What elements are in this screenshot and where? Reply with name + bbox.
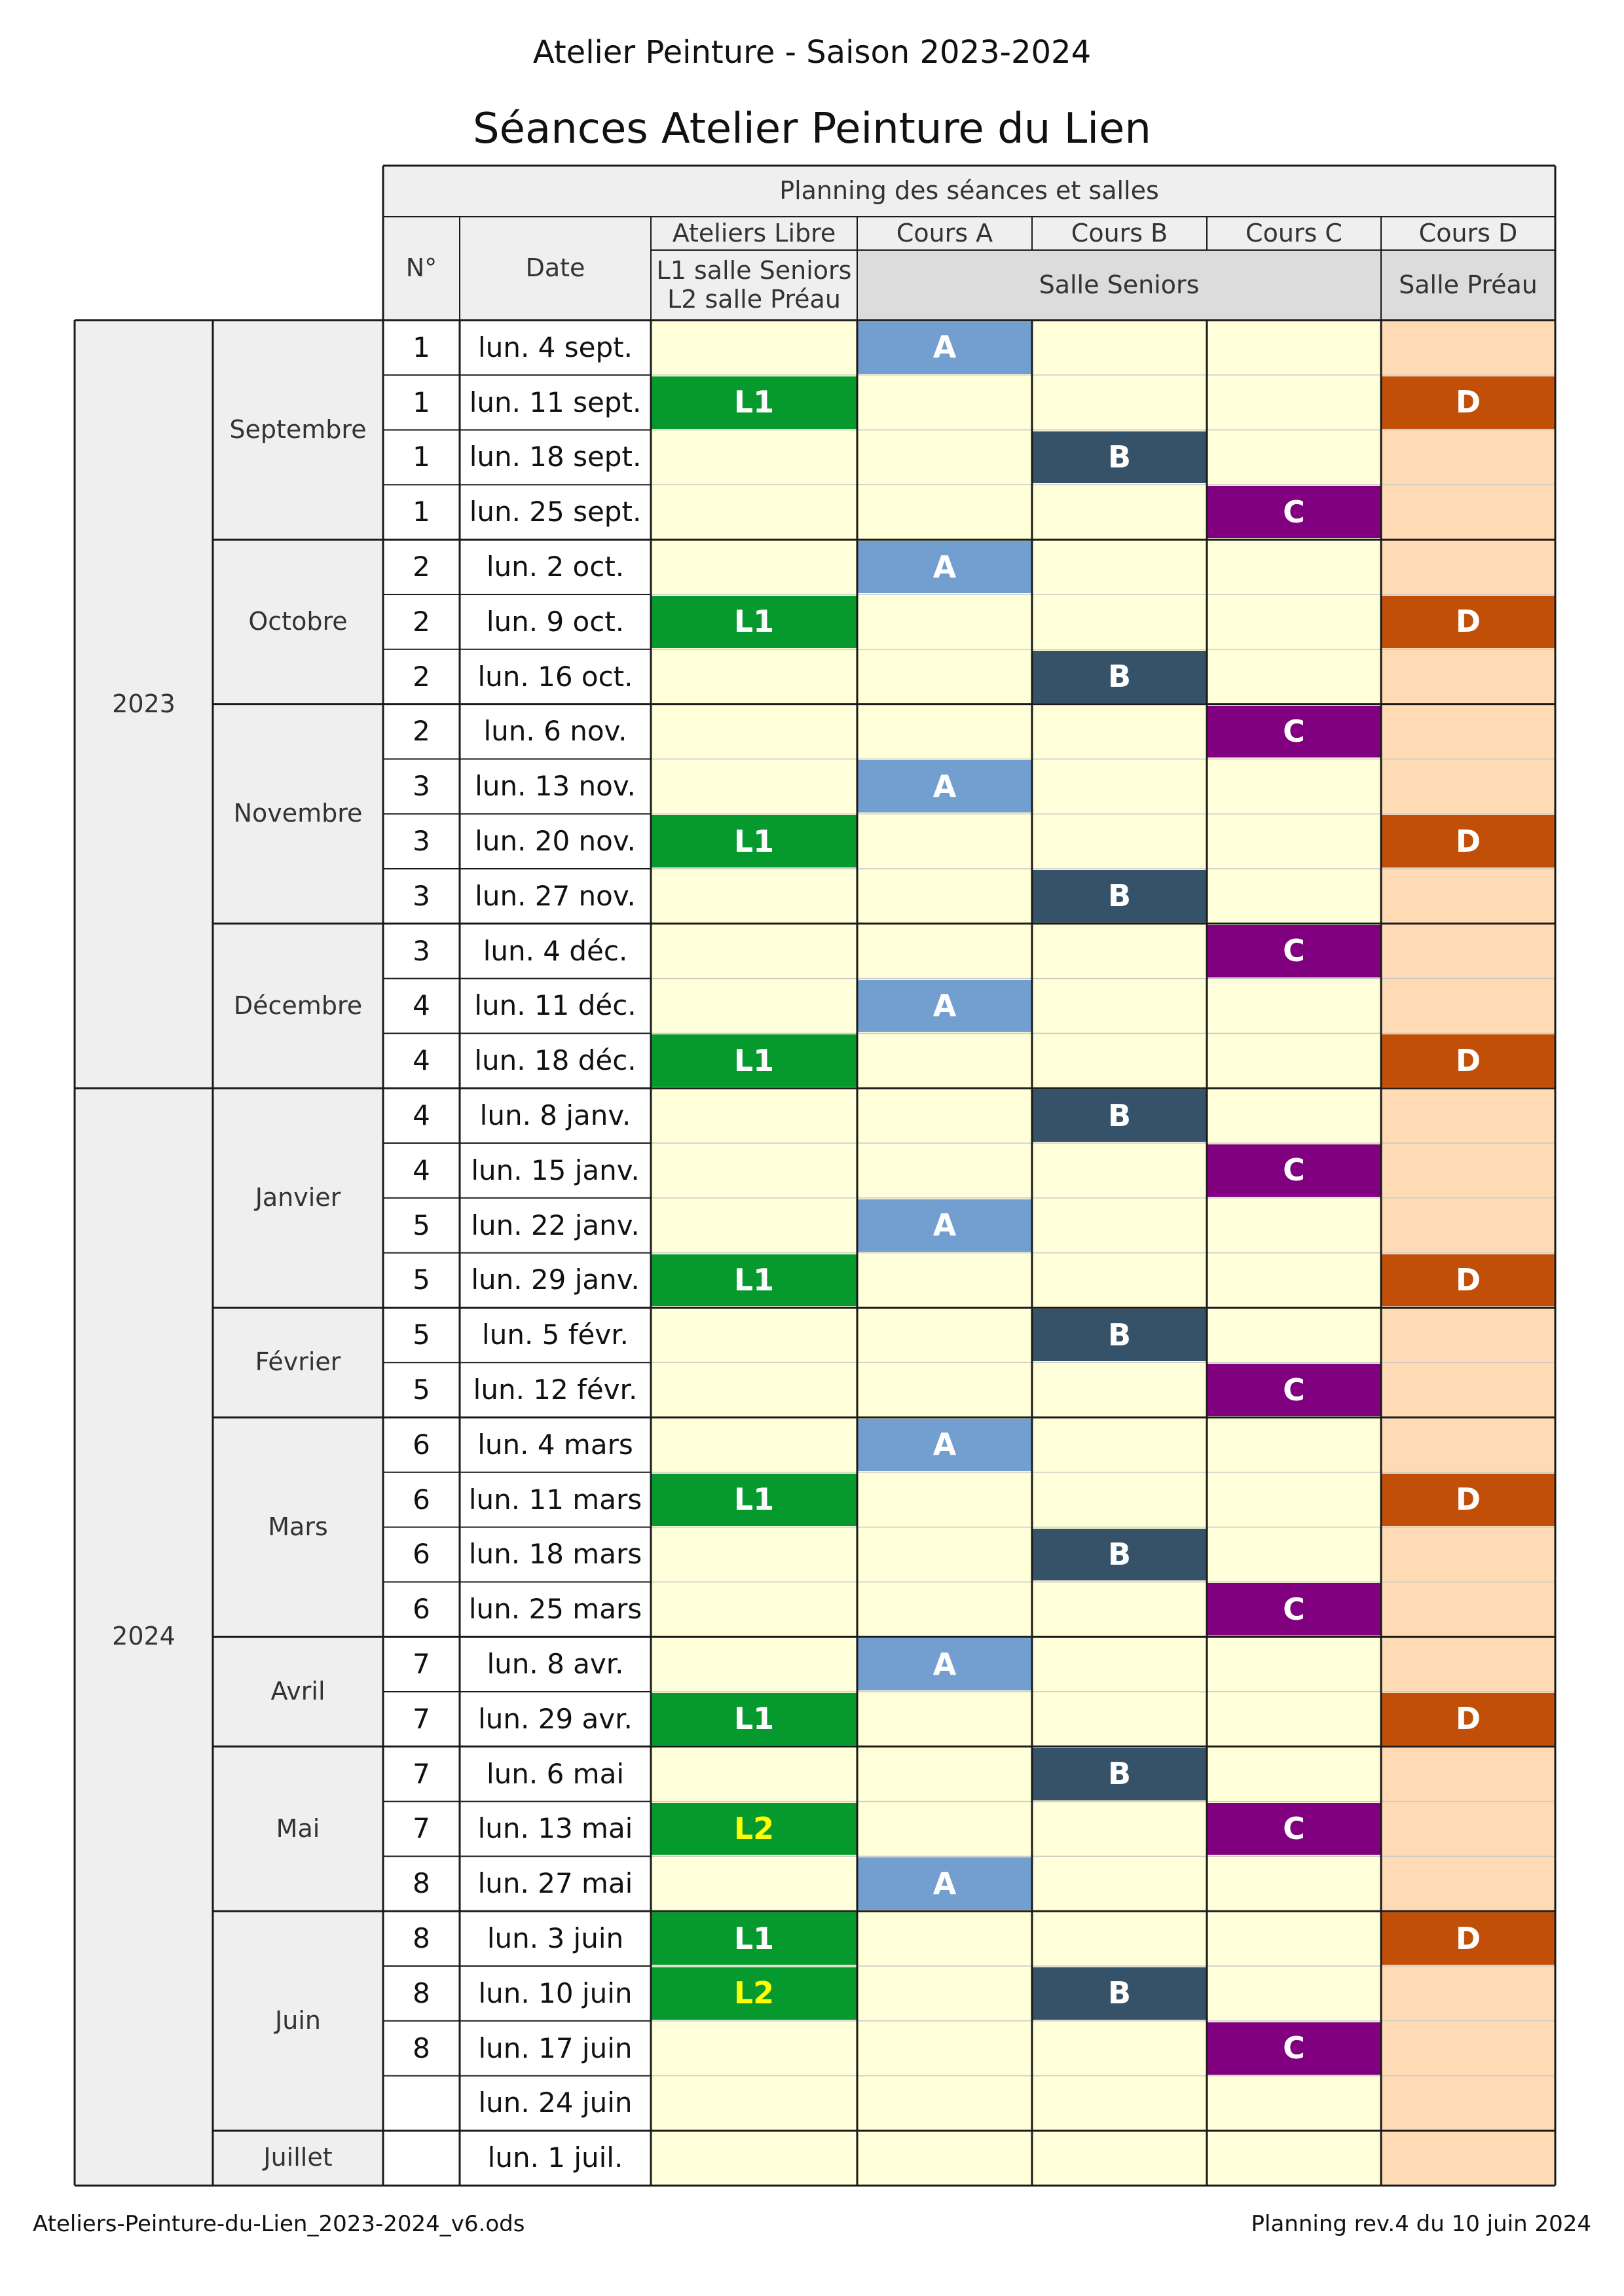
session-number: 3 — [383, 924, 460, 979]
session-date: lun. 18 mars — [460, 1527, 651, 1582]
session-number: 5 — [383, 1198, 460, 1253]
session-date: lun. 2 oct. — [460, 539, 651, 594]
col-a-header: Cours A — [857, 217, 1032, 250]
session-mark-c: C — [1207, 2022, 1381, 2075]
session-date: lun. 16 oct. — [460, 649, 651, 704]
session-number: 2 — [383, 649, 460, 704]
session-mark-b: B — [1032, 1529, 1207, 1581]
session-mark-c: C — [1207, 706, 1381, 758]
session-mark-d: D — [1381, 1254, 1555, 1307]
session-date: lun. 29 avr. — [460, 1692, 651, 1747]
session-number: 2 — [383, 704, 460, 759]
session-date: lun. 8 avr. — [460, 1637, 651, 1692]
libre-room-note-l2: L2 salle Préau — [667, 284, 841, 314]
session-date: lun. 11 mars — [460, 1472, 651, 1527]
footer-revision: Planning rev.4 du 10 juin 2024 — [1251, 2211, 1591, 2237]
planning-header: Planning des séances et salles — [383, 166, 1555, 217]
session-number: 7 — [383, 1802, 460, 1857]
month-cell: Janvier — [213, 1088, 383, 1307]
session-date: lun. 25 sept. — [460, 484, 651, 539]
session-mark-libre: L1 — [651, 1693, 857, 1745]
session-date: lun. 10 juin — [460, 1966, 651, 2021]
session-mark-b: B — [1032, 870, 1207, 922]
session-number: 7 — [383, 1692, 460, 1747]
session-date: lun. 20 nov. — [460, 814, 651, 869]
session-mark-a: A — [857, 980, 1032, 1032]
session-date: lun. 6 nov. — [460, 704, 651, 759]
session-mark-libre: L1 — [651, 376, 857, 429]
session-mark-b: B — [1032, 1748, 1207, 1800]
session-mark-libre: L2 — [651, 1803, 857, 1855]
session-date: lun. 4 déc. — [460, 924, 651, 979]
session-mark-d: D — [1381, 1693, 1555, 1745]
session-mark-libre: L1 — [651, 815, 857, 867]
session-mark-c: C — [1207, 1803, 1381, 1855]
session-date: lun. 27 mai — [460, 1856, 651, 1911]
col-num-header: N° — [383, 217, 460, 320]
month-cell: Mai — [213, 1747, 383, 1911]
session-date: lun. 17 juin — [460, 2021, 651, 2076]
session-mark-a: A — [857, 1857, 1032, 1910]
session-date: lun. 6 mai — [460, 1747, 651, 1802]
session-mark-c: C — [1207, 1144, 1381, 1197]
month-cell: Novembre — [213, 704, 383, 924]
session-mark-a: A — [857, 1199, 1032, 1252]
month-cell: Juillet — [213, 2130, 383, 2185]
session-date: lun. 4 mars — [460, 1417, 651, 1472]
col-c-header: Cours C — [1207, 217, 1381, 250]
session-date: lun. 18 déc. — [460, 1033, 651, 1088]
session-mark-b: B — [1032, 431, 1207, 484]
session-number: 1 — [383, 320, 460, 375]
session-mark-a: A — [857, 1419, 1032, 1471]
session-number: 8 — [383, 1966, 460, 2021]
session-mark-a: A — [857, 321, 1032, 374]
session-mark-d: D — [1381, 1034, 1555, 1087]
session-date: lun. 11 déc. — [460, 979, 651, 1034]
session-number: 3 — [383, 759, 460, 814]
session-mark-d: D — [1381, 1474, 1555, 1526]
session-date: lun. 15 janv. — [460, 1143, 651, 1198]
session-date: lun. 1 juil. — [460, 2130, 651, 2185]
session-mark-c: C — [1207, 925, 1381, 977]
session-number: 1 — [383, 375, 460, 430]
session-number: 3 — [383, 814, 460, 869]
session-mark-b: B — [1032, 1309, 1207, 1361]
session-mark-c: C — [1207, 1583, 1381, 1635]
session-date: lun. 27 nov. — [460, 869, 651, 924]
session-number: 1 — [383, 484, 460, 539]
session-date: lun. 13 nov. — [460, 759, 651, 814]
session-number: 1 — [383, 430, 460, 485]
session-mark-libre: L1 — [651, 1474, 857, 1526]
session-number: 6 — [383, 1472, 460, 1527]
month-cell: Octobre — [213, 539, 383, 704]
session-date: lun. 25 mars — [460, 1582, 651, 1637]
session-date: lun. 3 juin — [460, 1911, 651, 1966]
session-date: lun. 11 sept. — [460, 375, 651, 430]
session-number: 6 — [383, 1417, 460, 1472]
salle-seniors-header: Salle Seniors — [857, 250, 1381, 320]
col-date-header: Date — [460, 217, 651, 320]
session-number: 3 — [383, 869, 460, 924]
session-mark-d: D — [1381, 815, 1555, 867]
col-b-header: Cours B — [1032, 217, 1207, 250]
month-cell: Mars — [213, 1417, 383, 1637]
session-number: 5 — [383, 1362, 460, 1417]
session-number: 4 — [383, 1088, 460, 1143]
session-number: 4 — [383, 1033, 460, 1088]
session-date: lun. 24 juin — [460, 2076, 651, 2131]
session-number: 8 — [383, 1911, 460, 1966]
session-number: 8 — [383, 1856, 460, 1911]
session-mark-libre: L1 — [651, 596, 857, 648]
session-number: 6 — [383, 1582, 460, 1637]
session-number: 7 — [383, 1747, 460, 1802]
session-date: lun. 4 sept. — [460, 320, 651, 375]
session-number: 5 — [383, 1253, 460, 1308]
session-number: 4 — [383, 1143, 460, 1198]
session-date: lun. 8 janv. — [460, 1088, 651, 1143]
salle-preau-header: Salle Préau — [1381, 250, 1555, 320]
month-cell: Février — [213, 1307, 383, 1417]
session-mark-a: A — [857, 760, 1032, 812]
session-mark-libre: L2 — [651, 1967, 857, 2020]
col-d-header: Cours D — [1381, 217, 1555, 250]
session-mark-d: D — [1381, 1912, 1555, 1965]
session-mark-b: B — [1032, 1967, 1207, 2020]
month-cell: Septembre — [213, 320, 383, 539]
session-mark-d: D — [1381, 596, 1555, 648]
session-mark-libre: L1 — [651, 1034, 857, 1087]
session-mark-b: B — [1032, 651, 1207, 703]
document-supertitle: Atelier Peinture - Saison 2023-2024 — [532, 34, 1092, 71]
document-title: Séances Atelier Peinture du Lien — [473, 105, 1151, 153]
session-number: 7 — [383, 1637, 460, 1692]
session-mark-d: D — [1381, 376, 1555, 429]
footer-filename: Ateliers-Peinture-du-Lien_2023-2024_v6.ods — [33, 2211, 525, 2237]
session-mark-b: B — [1032, 1089, 1207, 1142]
month-cell: Décembre — [213, 924, 383, 1088]
session-number: 2 — [383, 594, 460, 649]
session-date: lun. 13 mai — [460, 1802, 651, 1857]
session-date: lun. 12 févr. — [460, 1362, 651, 1417]
session-number: 2 — [383, 539, 460, 594]
session-date: lun. 5 févr. — [460, 1307, 651, 1362]
year-cell: 2024 — [75, 1088, 213, 2185]
col-libre-header: Ateliers Libre — [651, 217, 857, 250]
session-mark-c: C — [1207, 1364, 1381, 1416]
session-mark-a: A — [857, 1638, 1032, 1690]
libre-room-note-l1: L1 salle Seniors — [656, 255, 852, 285]
month-cell: Juin — [213, 1911, 383, 2130]
session-mark-libre: L1 — [651, 1912, 857, 1965]
session-number: 4 — [383, 979, 460, 1034]
year-cell: 2023 — [75, 320, 213, 1088]
session-number: 5 — [383, 1307, 460, 1362]
session-date: lun. 22 janv. — [460, 1198, 651, 1253]
session-mark-libre: L1 — [651, 1254, 857, 1307]
session-mark-a: A — [857, 541, 1032, 593]
session-date: lun. 18 sept. — [460, 430, 651, 485]
session-number: 8 — [383, 2021, 460, 2076]
session-date: lun. 29 janv. — [460, 1253, 651, 1308]
session-mark-c: C — [1207, 486, 1381, 538]
session-number: 6 — [383, 1527, 460, 1582]
session-date: lun. 9 oct. — [460, 594, 651, 649]
month-cell: Avril — [213, 1637, 383, 1747]
